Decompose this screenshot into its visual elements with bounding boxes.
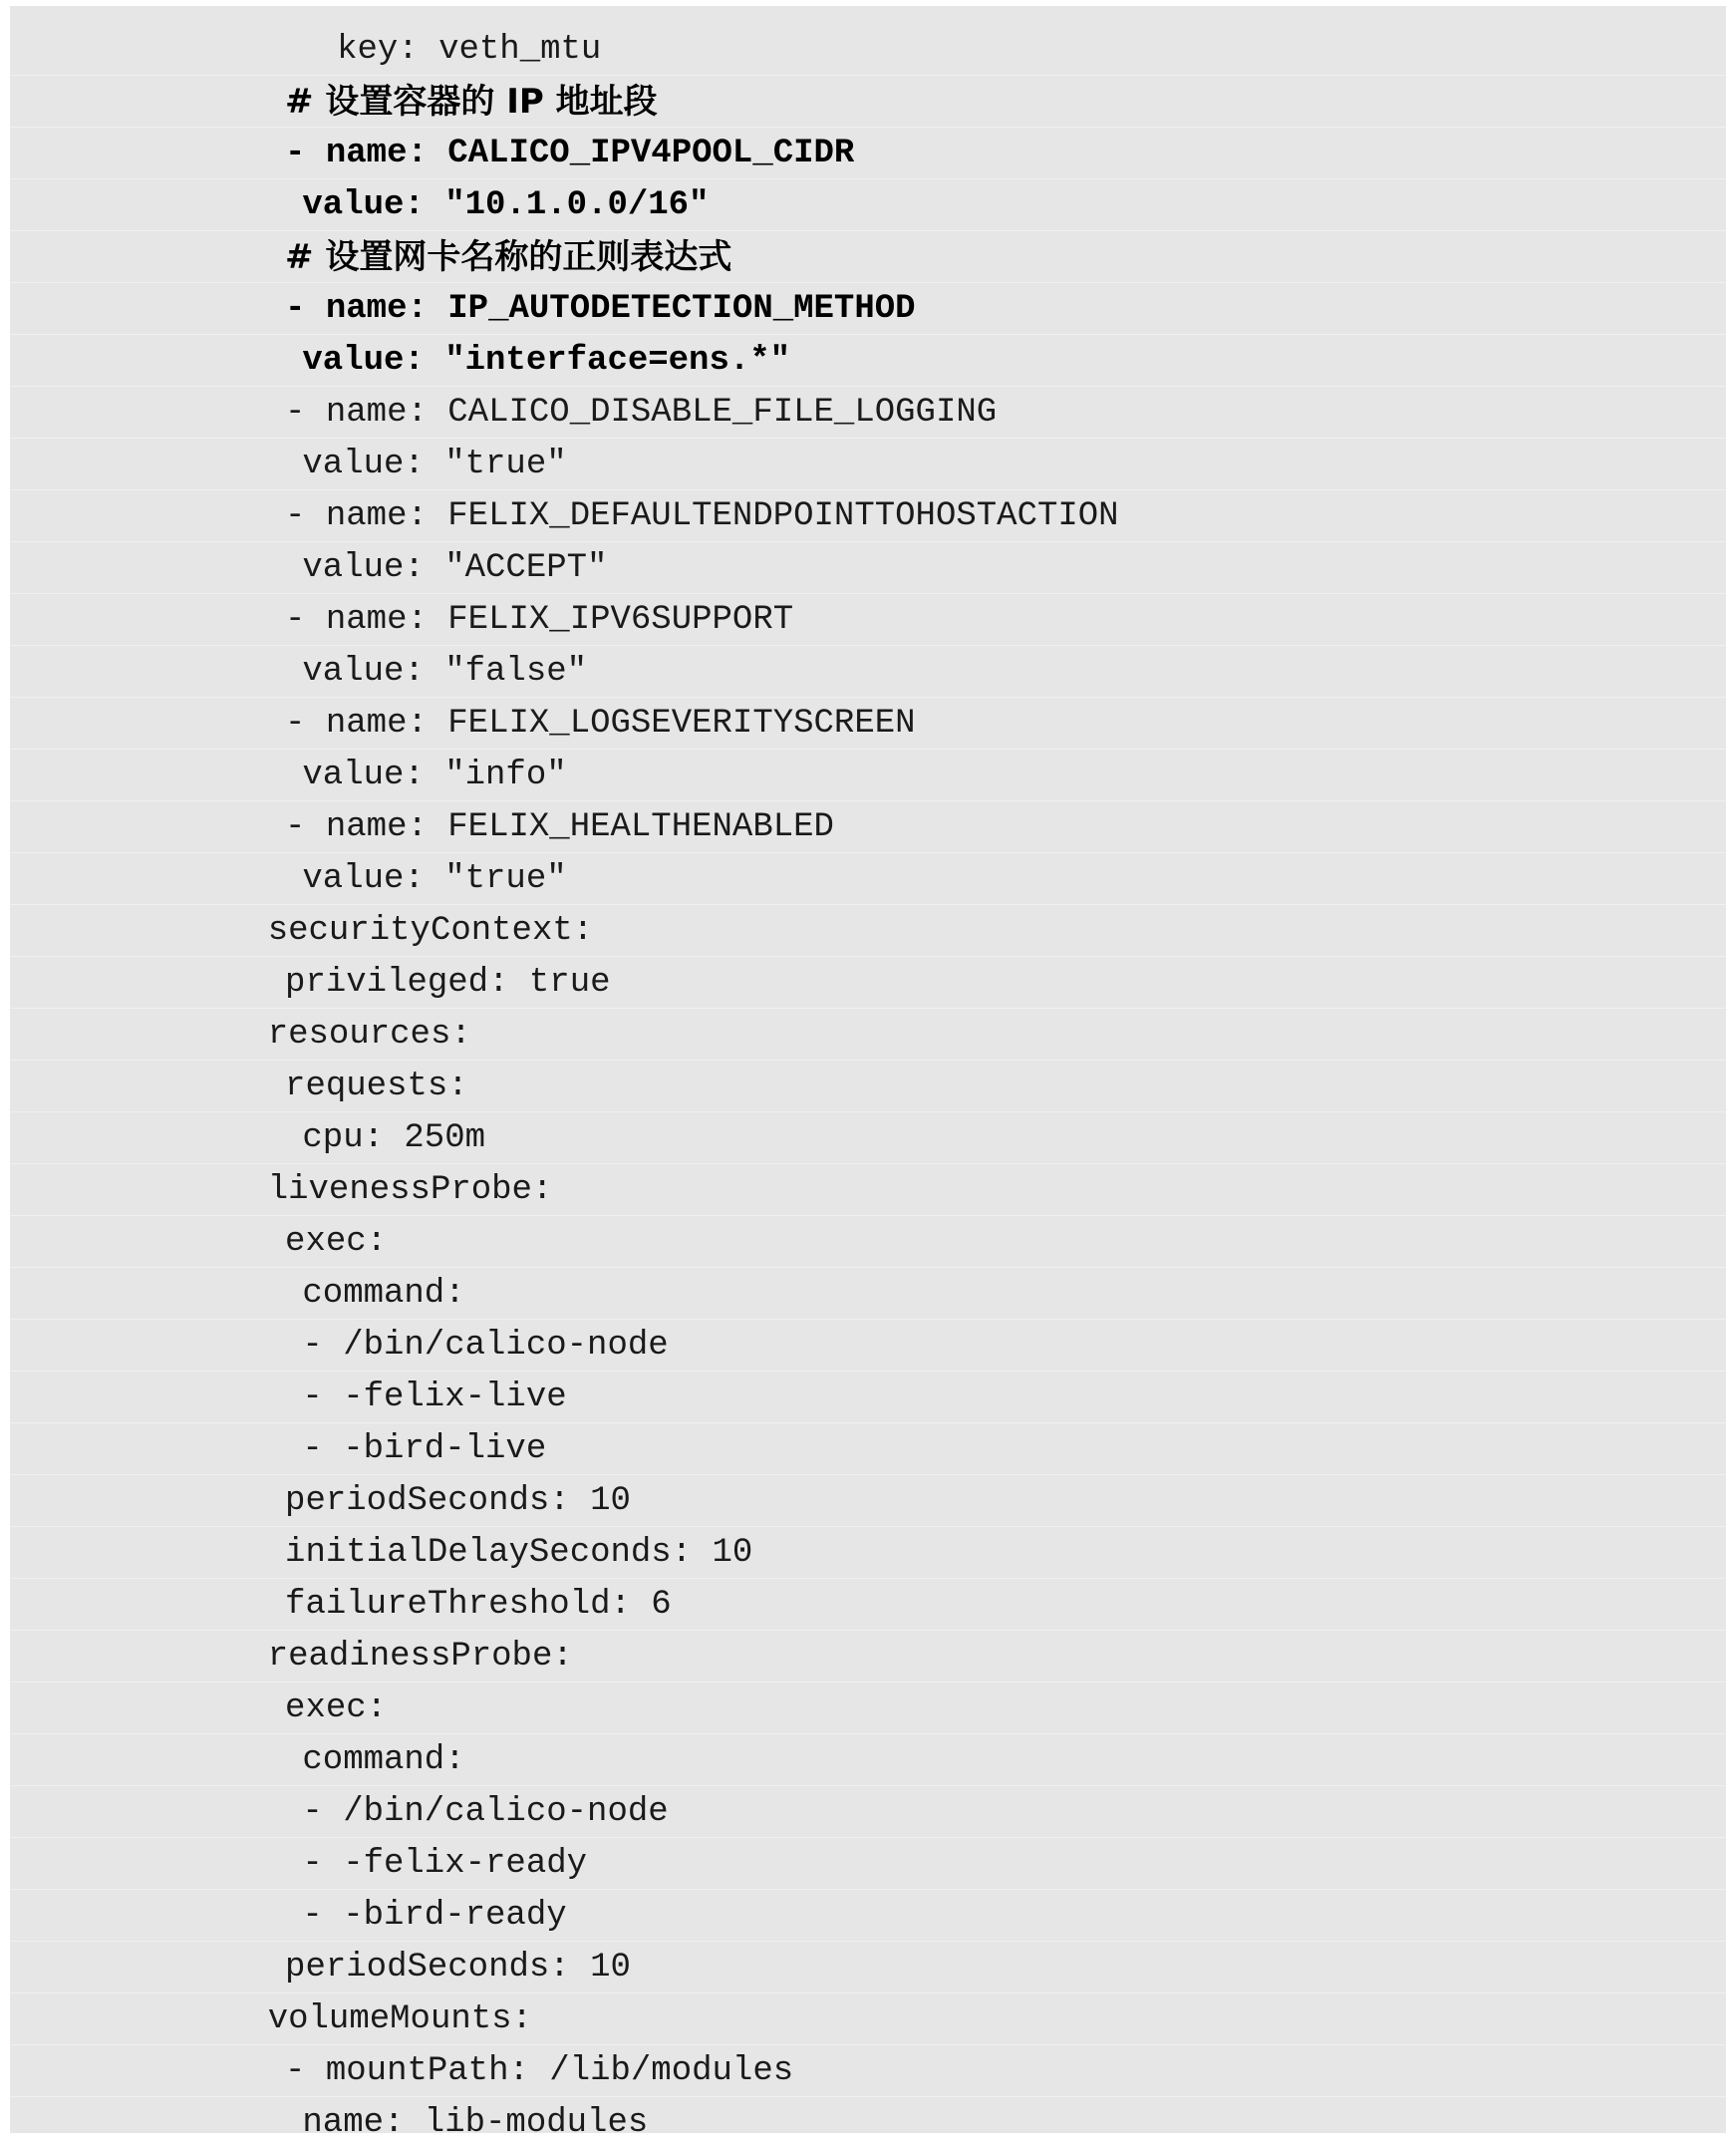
- code-listing: [10, 6, 1726, 2133]
- code-line: - name: IP_AUTODETECTION_METHOD: [10, 283, 1726, 335]
- code-line: resources:: [10, 1009, 1726, 1061]
- code-line: volumeMounts:: [10, 1993, 1726, 2045]
- code-lines: [10, 24, 1726, 2133]
- code-line: - name: FELIX_DEFAULTENDPOINTTOHOSTACTION: [10, 490, 1726, 542]
- code-line: name: lib-modules: [10, 2097, 1726, 2133]
- code-comment-line: # 设置容器的 IP 地址段: [10, 76, 1726, 128]
- code-line: - /bin/calico-node: [10, 1786, 1726, 1838]
- code-line: value: "ACCEPT": [10, 542, 1726, 594]
- code-line: value: "false": [10, 646, 1726, 698]
- code-line: exec:: [10, 1216, 1726, 1268]
- code-line: readinessProbe:: [10, 1631, 1726, 1683]
- code-line: securityContext:: [10, 905, 1726, 957]
- code-line: periodSeconds: 10: [10, 1942, 1726, 1993]
- code-line: - name: FELIX_IPV6SUPPORT: [10, 594, 1726, 646]
- code-line: cpu: 250m: [10, 1112, 1726, 1164]
- code-comment-line: # 设置网卡名称的正则表达式: [10, 231, 1726, 283]
- code-line: command:: [10, 1734, 1726, 1786]
- code-line: periodSeconds: 10: [10, 1475, 1726, 1527]
- code-line: value: "info": [10, 750, 1726, 801]
- code-line: command:: [10, 1268, 1726, 1320]
- code-line: exec:: [10, 1683, 1726, 1734]
- code-line: privileged: true: [10, 957, 1726, 1009]
- code-line: - name: FELIX_LOGSEVERITYSCREEN: [10, 698, 1726, 750]
- code-line: key: veth_mtu: [10, 24, 1726, 76]
- code-line: value: "true": [10, 439, 1726, 490]
- code-line: - -felix-ready: [10, 1838, 1726, 1890]
- code-line: - name: CALICO_IPV4POOL_CIDR: [10, 128, 1726, 179]
- code-line: - -bird-live: [10, 1423, 1726, 1475]
- code-line: - name: FELIX_HEALTHENABLED: [10, 801, 1726, 853]
- code-line: - -felix-live: [10, 1372, 1726, 1423]
- code-line: - mountPath: /lib/modules: [10, 2045, 1726, 2097]
- code-line: requests:: [10, 1061, 1726, 1112]
- code-line: - /bin/calico-node: [10, 1320, 1726, 1372]
- code-line: value: "true": [10, 853, 1726, 905]
- code-line: failureThreshold: 6: [10, 1579, 1726, 1631]
- code-line: livenessProbe:: [10, 1164, 1726, 1216]
- code-line: - -bird-ready: [10, 1890, 1726, 1942]
- code-line: initialDelaySeconds: 10: [10, 1527, 1726, 1579]
- code-line: value: "10.1.0.0/16": [10, 179, 1726, 231]
- code-line: value: "interface=ens.*": [10, 335, 1726, 387]
- code-line: - name: CALICO_DISABLE_FILE_LOGGING: [10, 387, 1726, 439]
